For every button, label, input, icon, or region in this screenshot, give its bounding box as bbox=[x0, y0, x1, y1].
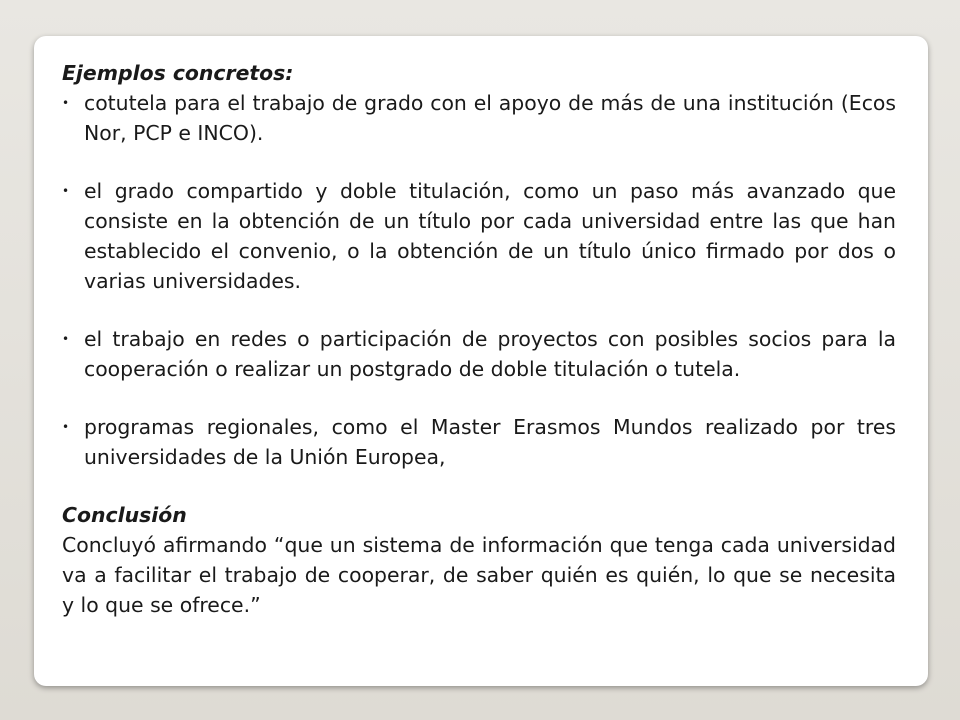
examples-list bbox=[62, 88, 896, 472]
list-item bbox=[62, 412, 896, 472]
bullet-icon: • bbox=[62, 184, 70, 198]
bullet-icon: • bbox=[62, 420, 70, 434]
bullet-icon: • bbox=[62, 96, 70, 110]
list-item-text: cotutela para el trabajo de grado con el apoyo de más de una institución (Ecos Nor, PCP e INCO). bbox=[84, 91, 896, 145]
list-item bbox=[62, 88, 896, 148]
list-item-text: programas regionales, como el Master Erasmos Mundos realizado por tres universidades de la Unión Europea, bbox=[84, 415, 896, 469]
conclusion-heading: Conclusión bbox=[62, 503, 187, 527]
slide-content-card bbox=[34, 36, 928, 686]
list-item-text: el trabajo en redes o participación de proyectos con posibles socios para la cooperación o realizar un postgrado de doble titulación o tutela. bbox=[84, 327, 896, 381]
examples-heading: Ejemplos concretos: bbox=[62, 61, 294, 85]
list-item bbox=[62, 176, 896, 296]
conclusion-text: Concluyó afirmando “que un sistema de información que tenga cada universidad va a facilitar el trabajo de cooperar, de saber quién es quién, lo que se necesita y lo que se ofrece.” bbox=[62, 533, 896, 617]
bullet-icon: • bbox=[62, 332, 70, 346]
list-item bbox=[62, 324, 896, 384]
list-item-text: el grado compartido y doble titulación, como un paso más avanzado que consiste en la obtención de un título por cada universidad entre las que han establecido el convenio, o la obtención de un título único firmado por dos o varias universidades. bbox=[84, 179, 896, 293]
